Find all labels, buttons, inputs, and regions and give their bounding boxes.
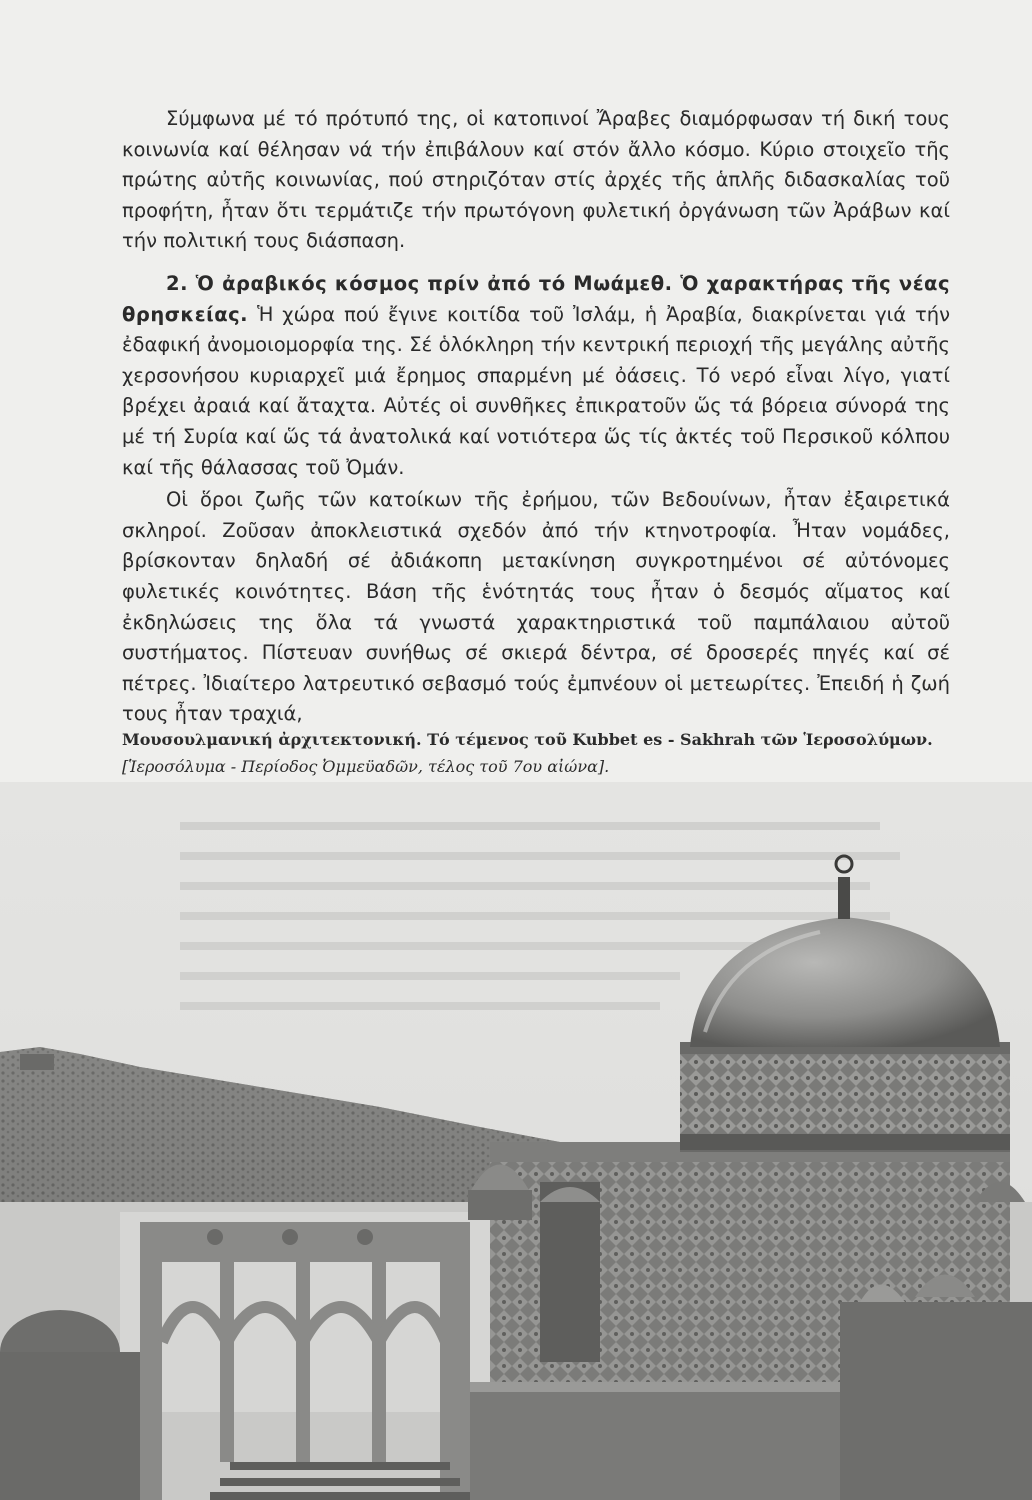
caption-sub: [Ἱεροσόλυμα - Περίοδος Ὀμμεϋαδῶν, τέλος τοῦ 7ου αἰώνα]. (122, 757, 610, 776)
dome-of-the-rock-photo (0, 782, 1032, 1500)
section-paragraph (122, 269, 950, 483)
paragraph-2: Ἡ χώρα πού ἔγινε κοιτίδα τοῦ Ἰσλάμ, ἡ Ἀραβία, διακρίνεται γιά τήν ἐδαφική ἀνομοιομορφία της. Σέ ὁλόκληρη τήν κεντρική περιοχή τῆς μεγάλης αὐτῆς χερσονήσου κυριαρχεῖ μιά ἔρημος σπαρμένη μέ ὀάσεις. Τό νερό εἶναι λίγο, γιατί βρέχει ἀραιά καί ἄταχτα. Αὐτές οἱ συνθῆκες ἐπικρατοῦν ὥς τά βόρεια σύνορά της μέ τή Συρία καί ὥς τά ἀνατολικά καί νοτιότερα ὥς τίς ἀκτές τοῦ Περσικοῦ κόλπου καί τῆς θάλασσας τοῦ Ὀμάν. (122, 302, 950, 479)
photo-caption (122, 726, 960, 780)
body-text (122, 104, 950, 730)
paragraph-1: Σύμφωνα μέ τό πρότυπό της, οἱ κατοπινοί Ἄραβες διαμόρφωσαν τή δική τους κοινωνία καί θέλησαν νά τήν ἐπιβάλουν καί στόν ἄλλο κόσμο. Κύριο στοιχεῖο τῆς πρώτης αὐτῆς κοινωνίας, πού στηριζόταν στίς ἀρχές τῆς ἁπλῆς διδασκαλίας τοῦ προφήτη, ἦταν ὅτι τερμάτιζε τήν πρωτόγονη φυλετική ὀργάνωση τῶν Ἀράβων καί τήν πολιτική τους διάσπαση. (122, 107, 950, 253)
section-heading: 2. Ὁ ἀραβικός κόσμος πρίν ἀπό τό Μωάμεθ. Ὁ χαρακτήρας τῆς νέας θρησκείας. (122, 271, 950, 326)
caption-main: Μουσουλμανική ἀρχιτεκτονική. Τό τέμενος τοῦ Kubbet es - Sakhrah τῶν Ἱεροσολύμων. (122, 730, 933, 749)
paragraph-3: Οἱ ὅροι ζωῆς τῶν κατοίκων τῆς ἐρήμου, τῶν Βεδουίνων, ἦταν ἐξαιρετικά σκληροί. Ζοῦσαν ἀποκλειστικά σχεδόν ἀπό τήν κτηνοτροφία. Ἦταν νομάδες, βρίσκονταν δηλαδή σέ ἀδιάκοπη μετακίνηση συγκροτημένοι σέ αὐτόνομες φυλετικές κοινότητες. Βάση τῆς ἑνότητάς τους ἦταν ὁ δεσμός αἵματος καί ἐκδηλώσεις της ὅλα τά γνωστά χαρακτηριστικά τοῦ παμπάλαιου αὐτοῦ συστήματος. Πίστευαν συνήθως σέ σκιερά δέντρα, σέ δροσερές πηγές καί σέ πέτρες. Ἰδιαίτερο λατρευτικό σεβασμό τούς ἐμπνέουν οἱ μετεωρίτες. Ἐπειδή ἡ ζωή τους ἦταν τραχιά, (122, 488, 950, 726)
